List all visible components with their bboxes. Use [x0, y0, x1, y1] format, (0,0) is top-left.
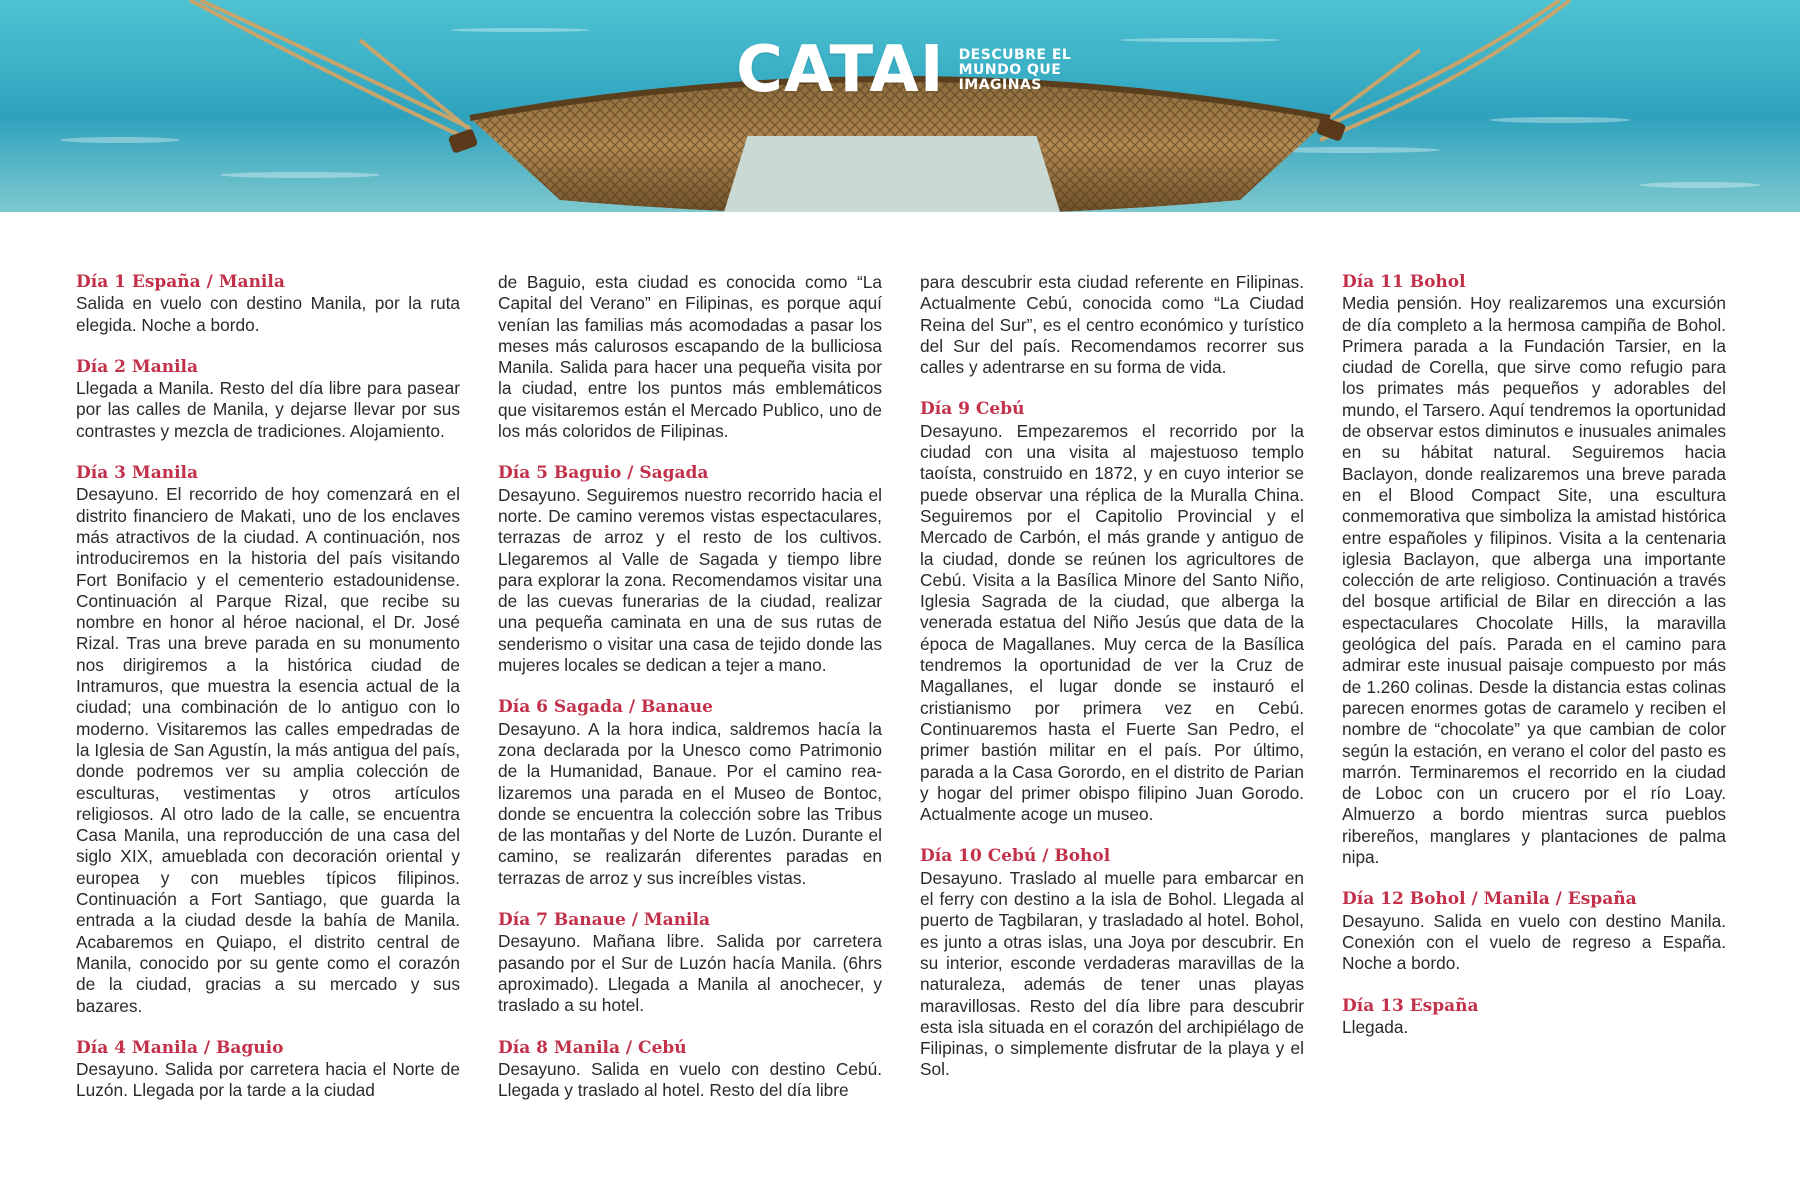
- header-banner: [0, 0, 1800, 212]
- day-title: Día 10 Cebú / Bohol: [920, 846, 1111, 867]
- itinerary: [76, 272, 1726, 1152]
- day-description: Llegada.: [1342, 1016, 1409, 1037]
- day-description: Desayuno. Salida por carretera hacia el Norte de Luzón. Llegada por la tarde a la ciudad: [76, 1059, 460, 1101]
- day-title: Día 1 España / Manila: [76, 272, 285, 292]
- day-description: Desayuno. A la hora indica, saldremos hacía la zona declarada por la Unesco como Patrimonio de la Humanidad, Banaue. Por el camino realizaremos una parada en el Museo de Bontoc, donde se encuentra la colección sobre las Tribus de las montañas y del Norte de Luzón. Durante el camino, se realizarán diferentes paradas en terrazas de arroz y sus increíbles vistas.: [498, 718, 882, 888]
- day-description-continued: de Baguio, esta ciudad es conocida como “La Capital del Verano” en Filipinas, es porque aquí venían las familias más acomodadas a pasar los meses más calurosos escapando de la bulliciosa Manila. Salida para hacer una pequeña visita por la ciudad, entre los puntos más emblemáticos que visitaremos están el Mercado Publico, uno de los más coloridos de Filipinas.: [498, 272, 882, 442]
- itinerary-column-2: [498, 272, 882, 1122]
- day-title: Día 4 Manila / Baguio: [76, 1037, 284, 1058]
- day-title: Día 2 Manila: [76, 356, 199, 377]
- brand-tagline: DESCUBRE EL MUNDO QUE IMAGINAS: [958, 46, 1072, 93]
- day-title: Día 6 Sagada / Banaue: [498, 697, 713, 718]
- day-title: Día 11 Bohol: [1342, 272, 1466, 292]
- itinerary-column-4: [1342, 272, 1726, 1059]
- itinerary-column-1: [76, 272, 460, 1123]
- day-description: Desayuno. Traslado al muelle para embarcar en el ferry con destino a la isla de Bohol. Llegada al puerto de Tagbilaran, y trasladado al hotel. Bohol, es junto a otras islas, una Joya por descubrir. En su interior, esconde verdaderas maravillas de la naturaleza, además de tener unas playas maravillosas. Resto del día libre para descubrir esta isla situada en el corazón del archipiélago de Filipinas, o simplemente disfrutar de la playa y el Sol.: [920, 867, 1304, 1080]
- brand-name: CATAI: [736, 33, 945, 107]
- day-entry: [498, 910, 882, 1016]
- day-entry: [1342, 996, 1726, 1039]
- day-title: Día 9 Cebú: [920, 399, 1025, 420]
- brand-logo: [736, 33, 1089, 107]
- day-description: Desayuno. Mañana libre. Salida por carretera pasando por el Sur de Luzón hacía Manila. (6hrs aproximado). Llegada a Manila al anochecer, y traslado a su hotel.: [498, 931, 882, 1016]
- day-entry: [498, 463, 882, 676]
- itinerary-column-3: [920, 272, 1304, 1102]
- day-description: Llegada a Manila. Resto del día libre para pasear por las calles de Manila, y dejarse llevar por sus contrastes y mezcla de tradiciones. Alojamiento.: [76, 378, 460, 441]
- day-title: Día 12 Bohol / Manila / España: [1342, 889, 1637, 910]
- day-title: Día 13 España: [1342, 995, 1479, 1016]
- day-description: Desayuno. Seguiremos nuestro recorrido hacia el norte. De camino veremos vistas espectaculares, terrazas de arroz y el resto de los cultivos. Llegaremos al Valle de Sagada y tiempo libre para explorar la zona. Recomendamos visitar una de las cuevas funerarias de la ciudad, realizar una pequeña caminata en una de sus rutas de senderismo o visitar una casa de tejido donde las mujeres locales se dedican a tejer a mano.: [498, 484, 882, 676]
- day-entry: [920, 846, 1304, 1080]
- day-description: Media pensión. Hoy realizaremos una excursión de día completo a la hermosa campiña de Bohol. Primera parada a la Fundación Tarsier, en la ciudad de Corella, que sirve como refugio para los primates más pequeños y adorables del mundo, el Tarsero. Aquí tendremos la oportunidad de observar estos diminutos e inusuales animales en su hábitat natural. Seguiremos hacia Baclayon, donde realizaremos una breve parada en el Blood Compact Site, una escultura conmemorativa que simboliza la amistad histórica entre españoles y filipinos. Visita a la centenaria iglesia Baclayon, que alberga una importante colección de arte religioso. Continuación a través del bosque artificial de Bilar en dirección a las espectaculares Chocolate Hills, la maravilla geológica del país. Parada en el camino para admirar este inusual paisaje compuesto por más de 1.260 colinas. Desde la distancia estas colinas parecen enormes gotas de caramelo y reciben el nombre de “chocolate” ya que cambian de color según la estación, en verano el color del pasto es marrón. Terminaremos el recorrido en la ciudad de Loboc con un crucero por el río Loay. Almuerzo a bordo mientras surca pueblos ribereños, manglares y plantaciones de palma nipa.: [1342, 293, 1726, 868]
- day-title: Día 5 Baguio / Sagada: [498, 463, 709, 484]
- day-entry: [76, 463, 460, 1017]
- day-entry: [498, 697, 882, 889]
- day-entry: [498, 1038, 882, 1102]
- day-continuation: [920, 272, 1304, 378]
- day-entry: [920, 399, 1304, 825]
- day-entry: [76, 357, 460, 442]
- day-title: Día 7 Banaue / Manila: [498, 910, 710, 931]
- day-description: Desayuno. Empezaremos el recorrido por la ciudad con una visita al majestuoso templo taoísta, construido en 1872, y en cuyo interior se puede observar una réplica de la Muralla China. Seguiremos por el Capitolio Provincial y el Mercado de Carbón, el más grande y antiguo de la ciudad, donde se reúnen los agricultores de Cebú. Visita a la Basílica Minore del Santo Niño, Iglesia Sagrada de la ciudad, que alberga la venerada estatua del Niño Jesús que data de la época de Magallanes. Muy cerca de la Basílica tendremos la oportunidad de ver la Cruz de Magallanes, el lugar donde se instauró el cristianismo por primera vez en Cebú. Continuaremos hasta el Fuerte San Pedro, el primer bastión militar en el país. Por último, parada a la Casa Gorordo, en el distrito de Parian y hogar del primer obispo filipino Juan Gorodo. Actualmente acoge un museo.: [920, 420, 1304, 825]
- day-continuation: [498, 272, 882, 442]
- day-description: Desayuno. Salida en vuelo con destino Manila. Conexión con el vuelo de regreso a España. Noche a bordo.: [1342, 910, 1726, 974]
- day-description: Desayuno. Salida en vuelo con destino Cebú. Llegada y traslado al hotel. Resto del día libre: [498, 1058, 882, 1101]
- day-description: Desayuno. El recorrido de hoy comenzará en el distrito financiero de Makati, uno de los enclaves más atractivos de la ciudad. A continuación, nos introduciremos en la historia del país visitando Fort Bonifacio y el cementerio estadounidense. Continuación al Parque Rizal, que recibe su nombre en honor al héroe nacional, el Dr. José Rizal. Tras una breve parada en su monumento nos dirigiremos a la histórica ciudad de Intramuros, que muestra la esencia actual de la ciudad; una combinación de lo antiguo con lo moderno. Visitaremos las calles empedradas de la Iglesia de San Agustín, la más antigua del país, donde podremos ver su amplia colección de esculturas, vestimentas y otros artículos religiosos. Al otro lado de la calle, se encuentra Casa Manila, una reproducción de una casa del siglo XIX, amueblada con decoración oriental y europea y con muebles típicos filipinos. Continuación a Fort Santiago, que guarda la entrada a la ciudad desde la bahía de Manila. Acabaremos en Quiapo, el distrito central de Manila, conocido por su gente como el corazón de la ciudad, gracias a su mercado y sus bazares.: [76, 484, 460, 1016]
- day-description: Salida en vuelo con destino Manila, por la ruta elegida. Noche a bordo.: [76, 293, 460, 335]
- day-entry: [1342, 889, 1726, 974]
- day-entry: [76, 1038, 460, 1102]
- day-description-continued: para descubrir esta ciudad referente en Filipinas. Actualmente Cebú, conocida como “La Ciudad Reina del Sur”, es el centro económico y turístico del Sur del país. Recomendamos recorrer sus calles y adentrarse en su forma de vida.: [920, 272, 1304, 378]
- day-title: Día 8 Manila / Cebú: [498, 1037, 687, 1058]
- day-title: Día 3 Manila: [76, 463, 199, 484]
- day-entry: [76, 272, 460, 336]
- banner-notch: [724, 136, 1060, 212]
- day-entry: [1342, 272, 1726, 868]
